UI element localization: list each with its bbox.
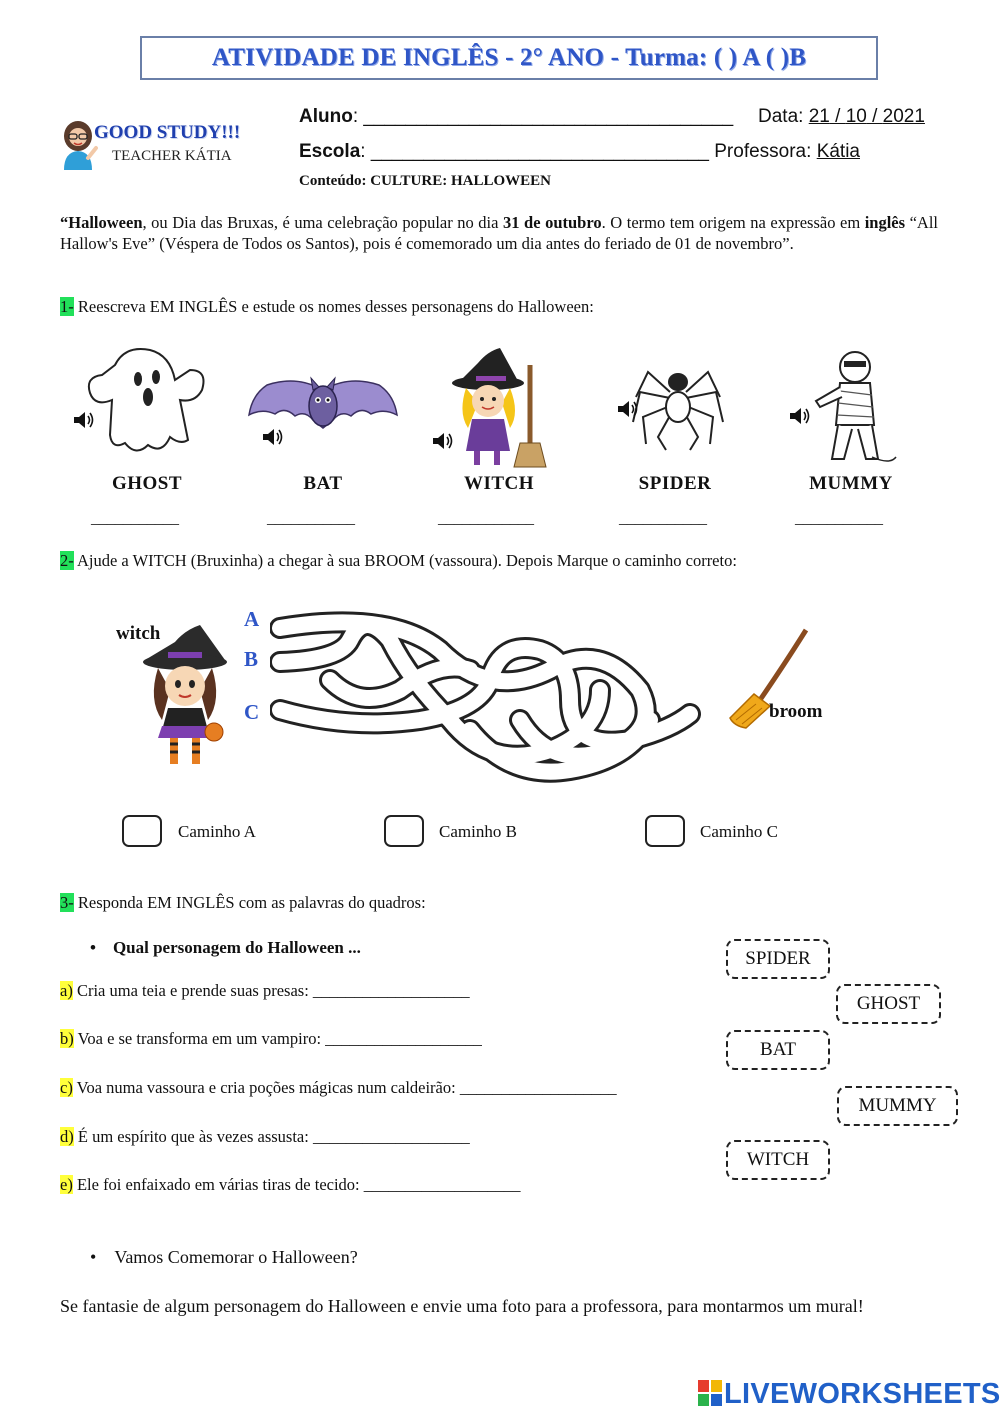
data-month: 10 [845,106,867,127]
checkbox-caminho-c[interactable] [645,815,685,847]
item-c [60,1078,617,1098]
caminho-c-label: Caminho C [700,822,778,841]
question-2-number: 2- [60,551,74,570]
item-c-letter: c) [60,1078,73,1097]
path-letter-b: B [244,647,259,671]
item-a-text: Cria uma teia e prende suas presas: [72,981,313,1000]
item-a-blank[interactable]: ___________________ [312,981,470,1000]
data-slash-1: / [829,106,846,127]
data-label: Data: [758,106,809,127]
intro-text-1: , ou Dia das Bruxas, é uma celebração popular no dia [142,213,503,232]
mummy-image [810,347,900,467]
speaker-icon[interactable] [789,406,811,426]
caminho-a-label: Caminho A [178,822,256,841]
character-name-ghost: GHOST [111,473,183,494]
escola-row [299,141,860,163]
escola-label: Escola [299,141,361,162]
question-3-text: Responda EM INGLÊS com as palavras do quadros: [73,893,426,912]
spider-image [628,352,728,452]
intro-bold-2: 31 de outubro [503,213,602,232]
caminho-b-label: Caminho B [439,822,517,841]
speaker-icon[interactable] [262,427,284,447]
speaker-icon[interactable] [617,399,639,419]
item-a [60,981,470,1001]
liveworksheets-logo-icon [698,1380,722,1406]
item-b-text: Voa e se transforma em um vampiro: [73,1029,326,1048]
broom-label: broom [769,701,823,722]
aluno-label: Aluno [299,106,353,127]
question-1-text: Reescreva EM INGLÊS e estude os nomes desses personagens do Halloween: [73,297,594,316]
character-name-bat: BAT [303,473,343,494]
speaker-icon[interactable] [73,410,95,430]
bullet-icon: • [90,1247,115,1267]
intro-text-3: “All Hallow's Eve” (Véspera de Todos os Santos), pois é comemorado um dia antes do feriado de 01 de novembro”. [60,213,938,253]
question-3-heading: Qual personagem do Halloween ... [112,938,361,957]
intro-text-2: . O termo tem origem na expressão em [601,213,865,232]
logo-subtitle: TEACHER KÁTIA [112,148,232,164]
question-2 [60,551,737,571]
item-b-blank[interactable]: ___________________ [325,1029,482,1048]
item-d-text: É um espírito que às vezes assusta: [73,1127,313,1146]
character-name-spider: SPIDER [638,473,712,494]
question-3-number: 3- [60,893,74,912]
item-e [60,1175,521,1195]
witch-girl-image [140,620,230,770]
intro-quote: “ [60,213,69,232]
professora-label: Professora: [708,141,817,162]
conteudo: Conteúdo: CULTURE: HALLOWEEN [299,173,551,189]
aluno-row [299,106,733,128]
item-c-blank[interactable]: ___________________ [459,1078,617,1097]
data-row [758,106,925,128]
item-d-blank[interactable]: ___________________ [312,1127,470,1146]
word-box-bat[interactable]: BAT [726,1030,830,1070]
escola-blank[interactable]: : ________________________________ [360,141,709,162]
intro-bold-3: inglês [864,213,906,232]
intro-paragraph [60,212,938,254]
answer-blank-bat[interactable]: ___________ [267,510,355,527]
character-name-witch: WITCH [463,473,535,494]
witch-label: witch [116,623,161,644]
word-box-mummy[interactable]: MUMMY [837,1086,958,1126]
question-3 [60,893,426,913]
word-box-spider[interactable]: SPIDER [726,939,830,979]
page-title: ATIVIDADE DE INGLÊS - 2° ANO - Turma: ( ) A ( )B [211,44,807,71]
item-d-letter: d) [60,1127,74,1146]
answer-blank-witch[interactable]: ____________ [438,510,534,527]
question-3-bullet [90,938,361,958]
maze-image [270,600,710,790]
path-letter-a: A [244,607,260,631]
aluno-blank[interactable]: : ___________________________________ [352,106,734,127]
speaker-icon[interactable] [432,431,454,451]
checkbox-caminho-b[interactable] [384,815,424,847]
item-e-text: Ele foi enfaixado em várias tiras de tecido: [72,1175,364,1194]
answer-blank-spider[interactable]: ___________ [619,510,707,527]
bullet-icon: • [90,938,113,957]
word-box-ghost[interactable]: GHOST [836,984,941,1024]
logo-title: GOOD STUDY!!! [94,122,241,143]
question-2-text: Ajude a WITCH (Bruxinha) a chegar à sua BROOM (vassoura). Depois Marque o caminho correto: [73,551,737,570]
answer-blank-mummy[interactable]: ___________ [795,510,883,527]
intro-bold-1: Halloween [68,213,143,232]
answer-blank-ghost[interactable]: ___________ [91,510,179,527]
witch-image [448,343,548,469]
closing-bullet [90,1247,358,1268]
professora-value: Kátia [816,141,860,162]
data-day: 21 [808,106,830,127]
data-year: 2021 [882,106,925,127]
checkbox-caminho-a[interactable] [122,815,162,847]
question-1-number: 1- [60,297,74,316]
item-e-letter: e) [60,1175,73,1194]
item-b [60,1029,482,1049]
title-box [140,36,878,80]
question-1 [60,297,594,317]
closing-text: Se fantasie de algum personagem do Halloween e envie uma foto para a professora, para montarmos um mural! [60,1296,864,1316]
item-b-letter: b) [60,1029,74,1048]
ghost-image [70,345,215,465]
liveworksheets-brand[interactable]: LIVEWORKSHEETS [724,1378,1000,1410]
path-letter-c: C [244,700,260,724]
closing-bullet-text: Vamos Comemorar o Halloween? [114,1247,358,1267]
item-d [60,1127,470,1147]
character-name-mummy: MUMMY [809,473,893,494]
item-a-letter: a) [60,981,73,1000]
data-slash-2: / [866,106,883,127]
word-box-witch[interactable]: WITCH [726,1140,830,1180]
item-e-blank[interactable]: ___________________ [363,1175,521,1194]
teacher-avatar-icon [58,118,98,170]
item-c-text: Voa numa vassoura e cria poções mágicas num caldeirão: [72,1078,460,1097]
